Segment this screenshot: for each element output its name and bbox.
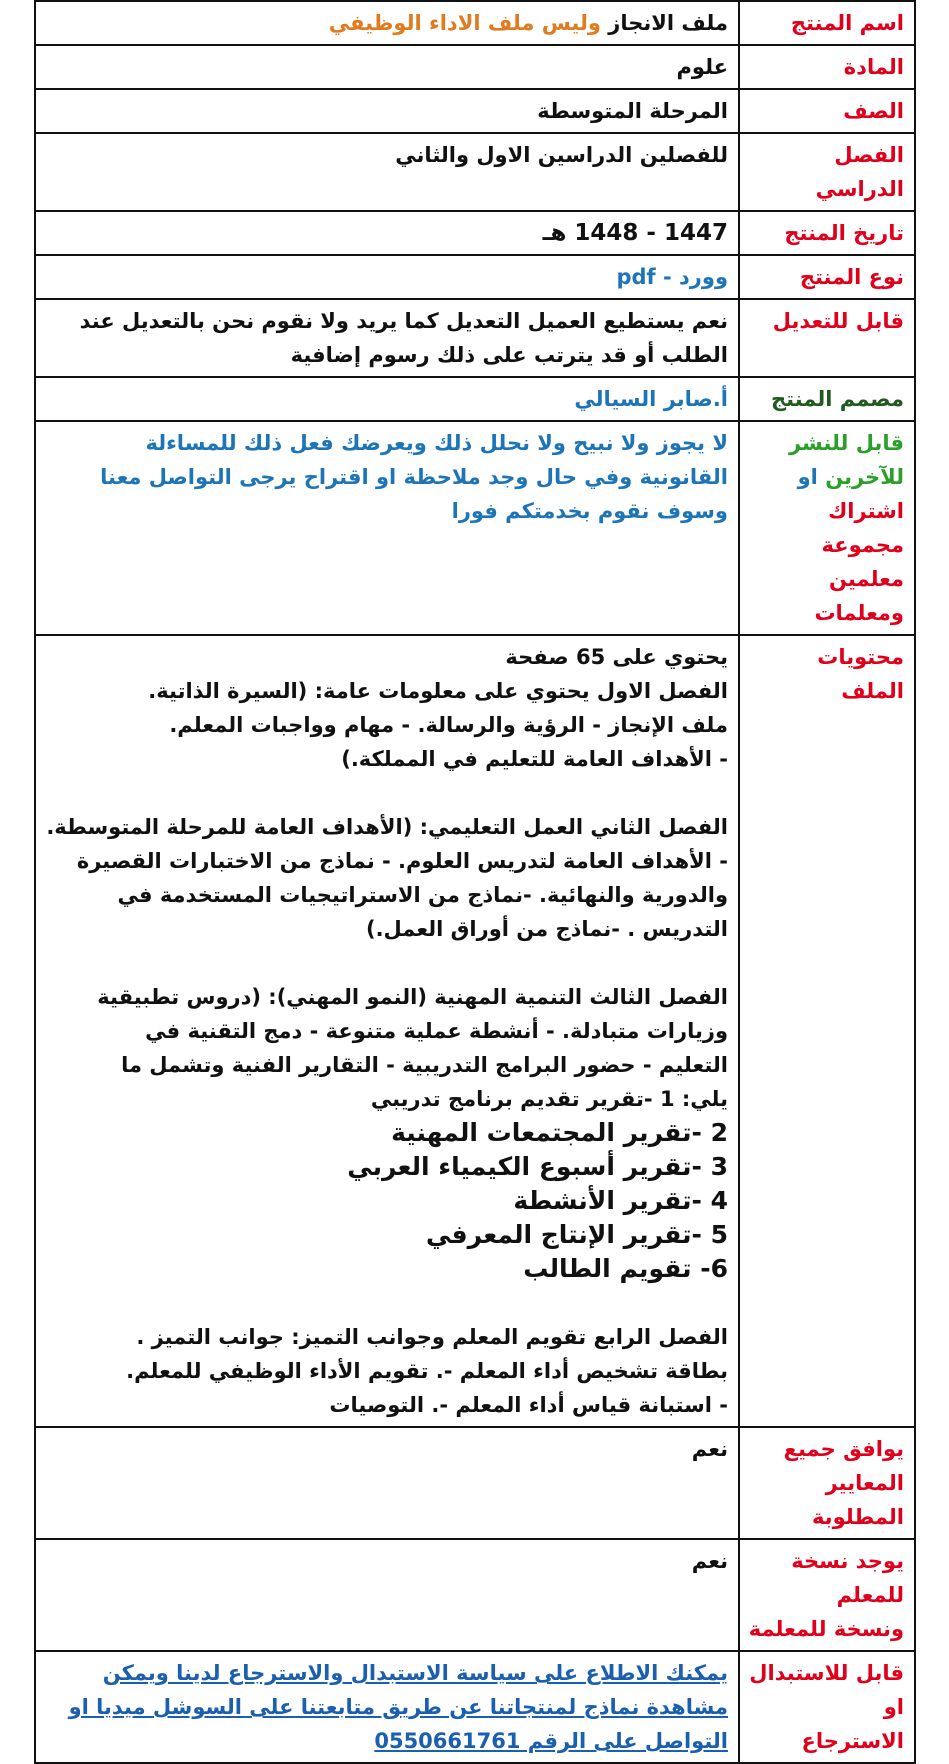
standards-label-line-1: يوافق جميع — [783, 1437, 904, 1461]
exchange-label-line-2: الاسترجاع — [801, 1729, 904, 1753]
ch2-line-4: التدريس . -نماذج من أوراق العمل.) — [365, 917, 728, 941]
publish-label-line-4: ومعلمات — [814, 601, 904, 625]
value-editable — [35, 299, 739, 377]
copies-label-line-1: يوجد نسخة للمعلم — [791, 1549, 904, 1607]
editable-line-2: الطلب أو قد يترتب على ذلك رسوم إضافية — [290, 343, 728, 367]
label-editable: قابل للتعديل — [739, 299, 915, 377]
editable-line-1: نعم يستطيع العميل التعديل كما يريد ولا نقوم نحن بالتعديل عند — [79, 309, 728, 333]
row-editable — [35, 299, 915, 377]
publish-label-line-2 — [748, 460, 904, 528]
publish-line-1: لا يجوز ولا نبيح ولا نحلل ذلك ويعرضك فعل ذلك للمساءلة — [145, 431, 728, 455]
exchange-phone-link[interactable]: التواصل على الرقم 0550661761 — [374, 1729, 728, 1753]
value-semester: للفصلين الدراسين الاول والثاني — [35, 133, 739, 211]
ch3-line-4: يلي: 1 -تقرير تقديم برنامج تدريبي — [370, 1087, 728, 1111]
label-copies — [739, 1539, 915, 1651]
ch1-line-3: - الأهداف العامة للتعليم في المملكة.) — [341, 747, 728, 771]
exchange-label-line-1: قابل للاستبدال او — [749, 1661, 904, 1719]
product-name-main: ملف الانجاز — [608, 11, 728, 35]
ch4-line-2: بطاقة تشخيص أداء المعلم -. تقويم الأداء الوظيفي للمعلم. — [126, 1359, 728, 1383]
publish-label-line-1: قابل للنشر — [788, 431, 904, 455]
spacer — [44, 776, 728, 810]
ch3-line-5: 2 -تقرير المجتمعات المهنية — [391, 1118, 728, 1147]
value-type: وورد - pdf — [35, 255, 739, 299]
contents-pages: يحتوي على 65 صفحة — [505, 645, 728, 669]
value-designer: أ.صابر السيالي — [35, 377, 739, 421]
ch3-line-3: التعليم - حضور البرامج التدريبية - التقارير الفنية وتشمل ما — [121, 1053, 728, 1077]
ch3-line-8: 5 -تقرير الإنتاج المعرفي — [426, 1220, 728, 1249]
row-date — [35, 211, 915, 255]
label-subject: المادة — [739, 45, 915, 89]
row-standards — [35, 1427, 915, 1539]
publish-line-2: القانونية وفي حال وجد ملاحظة او اقتراح يرجى التواصل معنا — [100, 465, 728, 489]
label-grade: الصف — [739, 89, 915, 133]
value-date: 1447 - 1448 هـ — [35, 211, 739, 255]
row-publish — [35, 421, 915, 635]
ch2-line-1: الفصل الثاني العمل التعليمي: (الأهداف العامة للمرحلة المتوسطة. — [46, 815, 728, 839]
spacer — [44, 946, 728, 980]
exchange-social-link[interactable]: مشاهدة نماذج لمنتجاتنا عن طريق متابعتنا على السوشل ميديا او — [68, 1695, 728, 1719]
value-copies: نعم — [35, 1539, 739, 1651]
value-exchange[interactable] — [35, 1651, 739, 1763]
ch1-line-1: الفصل الاول يحتوي على معلومات عامة: (السيرة الذاتية. — [148, 679, 728, 703]
ch3-line-7: 4 -تقرير الأنشطة — [513, 1186, 728, 1215]
spacer — [44, 1286, 728, 1320]
row-copies — [35, 1539, 915, 1651]
row-grade — [35, 89, 915, 133]
value-grade: المرحلة المتوسطة — [35, 89, 739, 133]
ch2-line-3: والدورية والنهائية. -نماذج من الاستراتيجيات المستخدمة في — [117, 883, 728, 907]
publish-label-others: للآخرين — [825, 465, 904, 489]
row-exchange — [35, 1651, 915, 1763]
label-standards — [739, 1427, 915, 1539]
ch3-line-9: 6- تقويم الطالب — [523, 1254, 728, 1283]
label-semester: الفصل الدراسي — [739, 133, 915, 211]
label-product-name: اسم المنتج — [739, 1, 915, 45]
value-publish — [35, 421, 739, 635]
row-designer — [35, 377, 915, 421]
ch4-line-1: الفصل الرابع تقويم المعلم وجوانب التميز: جوانب التميز . — [136, 1325, 728, 1349]
standards-label-line-2: المعايير المطلوبة — [812, 1471, 904, 1529]
ch3-line-6: 3 -تقرير أسبوع الكيمياء العربي — [347, 1152, 728, 1181]
publish-label-subscribe: اشتراك — [828, 499, 904, 523]
value-subject: علوم — [35, 45, 739, 89]
copies-label-line-2: ونسخة للمعلمة — [748, 1617, 904, 1641]
label-exchange — [739, 1651, 915, 1763]
product-name-note: وليس ملف الاداء الوظيفي — [328, 11, 601, 35]
publish-label-or: او — [797, 465, 818, 489]
row-semester — [35, 133, 915, 211]
row-contents — [35, 635, 915, 1427]
ch2-line-2: - الأهداف العامة لتدريس العلوم. - نماذج من الاختبارات القصيرة — [76, 849, 728, 873]
label-type: نوع المنتج — [739, 255, 915, 299]
row-subject — [35, 45, 915, 89]
product-info-table — [34, 0, 916, 1764]
label-date: تاريخ المنتج — [739, 211, 915, 255]
ch3-line-2: وزيارات متبادلة. - أنشطة عملية متنوعة - دمج التقنية في — [145, 1019, 728, 1043]
row-product-name — [35, 1, 915, 45]
product-info-sheet — [34, 0, 916, 1764]
exchange-policy-link[interactable]: يمكنك الاطلاع على سياسة الاستبدال والاسترجاع لدينا ويمكن — [102, 1661, 728, 1685]
publish-line-3: وسوف نقوم بخدمتكم فورا — [451, 499, 728, 523]
value-product-name — [35, 1, 739, 45]
value-contents — [35, 635, 739, 1427]
label-designer: مصمم المنتج — [739, 377, 915, 421]
publish-label-line-3: مجموعة معلمين — [821, 533, 904, 591]
ch4-line-3: - استبانة قياس أداء المعلم -. التوصيات — [329, 1393, 728, 1417]
ch3-line-1: الفصل الثالث التنمية المهنية (النمو المهني): (دروس تطبيقية — [97, 985, 728, 1009]
ch1-line-2: ملف الإنجاز - الرؤية والرسالة. - مهام وواجبات المعلم. — [169, 713, 728, 737]
value-standards: نعم — [35, 1427, 739, 1539]
label-publish — [739, 421, 915, 635]
label-contents: محتويات الملف — [739, 635, 915, 1427]
row-type — [35, 255, 915, 299]
